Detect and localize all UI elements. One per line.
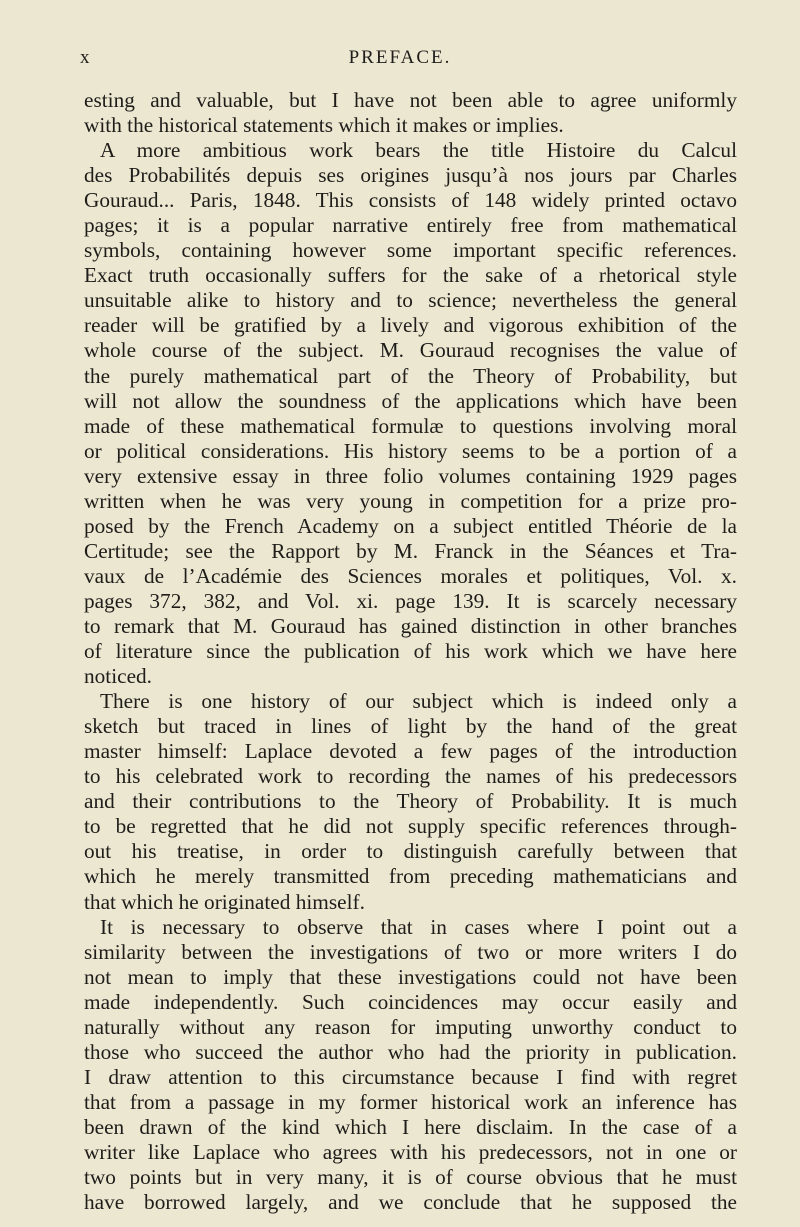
text-line: been drawn of the kind which I here disclaim. In the case of a <box>84 1114 737 1139</box>
text-line: I draw attention to this circumstance because I find with regret <box>84 1064 737 1089</box>
text-line: esting and valuable, but I have not been able to agree uniformly <box>84 88 737 112</box>
text-line: similarity between the investigations of two or more writers I do <box>84 939 737 964</box>
text-line: master himself: Laplace devoted a few pages of the introduction <box>84 739 737 764</box>
page-header <box>0 47 800 77</box>
text-line: There is one history of our subject which is indeed only a <box>100 689 737 714</box>
text-line: noticed. <box>84 664 153 689</box>
text-line: not mean to imply that these investigations could not have been <box>84 964 737 989</box>
text-line: made of these mathematical formulæ to questions involving moral <box>84 413 737 438</box>
text-line: two points but in very many, it is of course obvious that he must <box>84 1165 737 1190</box>
text-line: vaux de l’Académie des Sciences morales et politiques, Vol. x. <box>84 563 737 588</box>
text-line: which he merely transmitted from preceding mathematicians and <box>84 864 737 889</box>
body-text <box>84 88 737 1215</box>
text-line: to be regretted that he did not supply specific references through- <box>84 814 737 839</box>
text-line: made independently. Such coincidences may occur easily and <box>84 989 737 1014</box>
text-line: posed by the French Academy on a subject entitled Théorie de la <box>84 513 737 538</box>
text-line: to remark that M. Gouraud has gained distinction in other branches <box>84 613 737 638</box>
page-number: x <box>80 47 91 68</box>
text-line: with the historical statements which it makes or implies. <box>84 113 564 138</box>
text-line: or political considerations. His history seems to be a portion of a <box>84 438 737 463</box>
text-line: des Probabilités depuis ses origines jusqu’à nos jours par Charles <box>84 163 737 188</box>
text-line: It is necessary to observe that in cases where I point out a <box>100 914 737 939</box>
text-line: of literature since the publication of his work which we have here <box>84 639 737 664</box>
text-line: Exact truth occasionally suffers for the sake of a rhetorical style <box>84 263 737 288</box>
text-line: naturally without any reason for imputing unworthy conduct to <box>84 1014 737 1039</box>
text-line: out his treatise, in order to distinguish carefully between that <box>84 839 737 864</box>
text-line: to his celebrated work to recording the names of his predecessors <box>84 764 737 789</box>
text-line: that from a passage in my former historical work an inference has <box>84 1089 737 1114</box>
text-line: will not allow the soundness of the applications which have been <box>84 388 737 413</box>
text-line: that which he originated himself. <box>84 889 365 914</box>
running-title: PREFACE. <box>348 47 452 68</box>
text-line: those who succeed the author who had the priority in publication. <box>84 1039 737 1064</box>
text-line: pages; it is a popular narrative entirely free from mathematical <box>84 213 737 238</box>
text-line: the purely mathematical part of the Theory of Probability, but <box>84 363 737 388</box>
text-line: written when he was very young in competition for a prize pro- <box>84 488 737 513</box>
text-line: Certitude; see the Rapport by M. Franck in the Séances et Tra- <box>84 538 737 563</box>
text-line: symbols, containing however some important specific references. <box>84 238 737 263</box>
text-line: writer like Laplace who agrees with his predecessors, not in one or <box>84 1139 737 1164</box>
text-line: pages 372, 382, and Vol. xi. page 139. It is scarcely necessary <box>84 588 737 613</box>
text-line: reader will be gratified by a lively and vigorous exhibition of the <box>84 313 737 338</box>
text-line: whole course of the subject. M. Gouraud recognises the value of <box>84 338 737 363</box>
text-line: very extensive essay in three folio volumes containing 1929 pages <box>84 463 737 488</box>
text-line: have borrowed largely, and we conclude that he supposed the <box>84 1190 737 1215</box>
text-line: and their contributions to the Theory of Probability. It is much <box>84 789 737 814</box>
text-line: unsuitable alike to history and to science; nevertheless the general <box>84 288 737 313</box>
text-line: A more ambitious work bears the title Histoire du Calcul <box>100 138 737 163</box>
text-line: sketch but traced in lines of light by the hand of the great <box>84 714 737 739</box>
text-line: Gouraud... Paris, 1848. This consists of 148 widely printed octavo <box>84 188 737 213</box>
